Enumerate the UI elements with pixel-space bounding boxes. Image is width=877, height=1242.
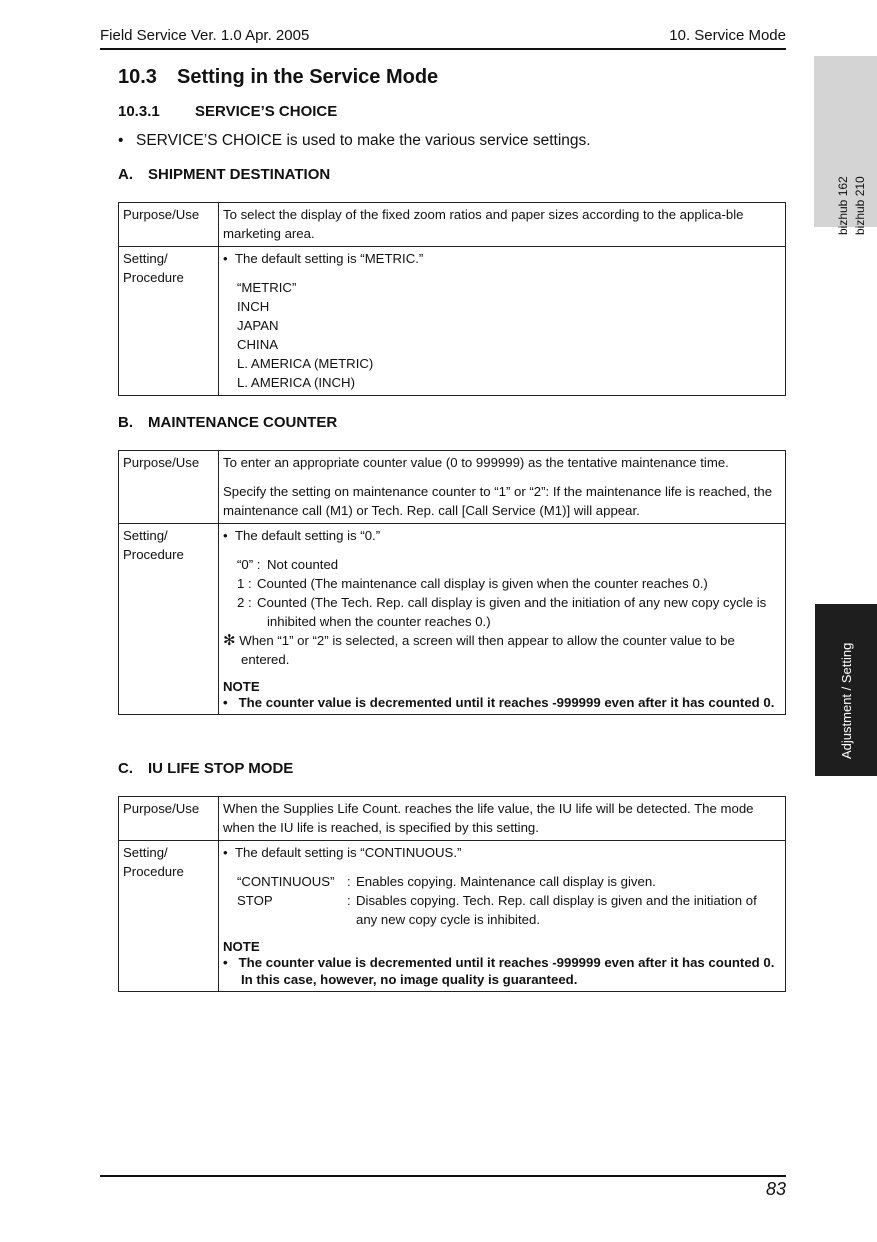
model-tab bbox=[814, 56, 877, 235]
model-tab-label-2: bizhub 210 bbox=[853, 176, 867, 235]
note-label: NOTE bbox=[223, 939, 260, 954]
header-left: Field Service Ver. 1.0 Apr. 2005 bbox=[100, 27, 310, 44]
heading-shipment-destination: A. SHIPMENT DESTINATION bbox=[118, 166, 331, 183]
setting-label: Setting/ Procedure bbox=[119, 247, 219, 396]
table-maintenance-counter bbox=[118, 450, 786, 715]
setting-label: Setting/ Procedure bbox=[119, 841, 219, 992]
intro-text: • SERVICE’S CHOICE is used to make the various service settings. bbox=[118, 132, 591, 149]
option-item: L. AMERICA (INCH) bbox=[237, 375, 355, 390]
table-iu-life-stop-mode bbox=[118, 796, 786, 992]
page-number: 83 bbox=[765, 1179, 786, 1199]
purpose-text: To select the display of the fixed zoom ratios and paper sizes according to the applica-ble marketing area. bbox=[219, 203, 786, 247]
footer-rule bbox=[100, 1175, 786, 1177]
heading-maintenance-counter: B. MAINTENANCE COUNTER bbox=[118, 414, 338, 431]
table-shipment-destination bbox=[118, 202, 786, 396]
setting-procedure: • The default setting is “CONTINUOUS.” “CONTINUOUS” : Enables copying. Maintenance call display is given. STOP : Disables copying. Tech. Rep. call display is given and the initiation of any new copy cycle is inhibited. NOTE • The counter value is decremented until it reaches -999999 even after it has counted 0. In this case, however, no image quality is guaranteed. bbox=[219, 841, 786, 992]
note-label: NOTE bbox=[223, 679, 260, 694]
note-text: • The counter value is decremented until it reaches -999999 even after it has counted 0. bbox=[223, 695, 775, 710]
header-right: 10. Service Mode bbox=[669, 27, 786, 44]
purpose-text: When the Supplies Life Count. reaches the life value, the IU life will be detected. The mode when the IU life is reached, is specified by this setting. bbox=[219, 797, 786, 841]
option-item: JAPAN bbox=[237, 318, 279, 333]
setting-procedure: • The default setting is “METRIC.” “METRIC” INCH JAPAN CHINA L. AMERICA (METRIC) L. AMERICA (INCH) bbox=[219, 247, 786, 396]
purpose-label: Purpose/Use bbox=[119, 451, 219, 524]
note-text: • The counter value is decremented until it reaches -999999 even after it has counted 0. In this case, however, no image quality is guaranteed. bbox=[223, 955, 775, 987]
setting-procedure: • The default setting is “0.” “0” : Not counted 1 : Counted (The maintenance call display is given when the counter reaches 0.) 2 : Counted (The Tech. Rep. call display is given and the initiation of any new copy cycle is inhibited when the counter reaches 0.) ✻ When “1” or “2” is selected, a screen will then appear to allow the counter value to be entered. NOTE • The counter value is decremented until it reaches -999999 even after it has counted 0. bbox=[219, 524, 786, 715]
section-tab-label: Adjustment / Setting bbox=[839, 642, 854, 759]
section-tab bbox=[815, 604, 877, 776]
section-heading: 10.3 Setting in the Service Mode bbox=[118, 66, 439, 88]
purpose-label: Purpose/Use bbox=[119, 797, 219, 841]
option-item: INCH bbox=[237, 299, 270, 314]
purpose-text: To enter an appropriate counter value (0 to 999999) as the tentative maintenance time. Specify the setting on maintenance counter to “1” or “2”: If the maintenance life is reached, the maintenance call (M1) or Tech. Rep. call [Call Service (M1)] will appear. bbox=[219, 451, 786, 524]
subsection-heading: 10.3.1 SERVICE’S CHOICE bbox=[118, 103, 338, 120]
option-item: L. AMERICA (METRIC) bbox=[237, 356, 374, 371]
purpose-label: Purpose/Use bbox=[119, 203, 219, 247]
option-item: CHINA bbox=[237, 337, 279, 352]
option-item: “METRIC” bbox=[237, 280, 297, 295]
setting-label: Setting/ Procedure bbox=[119, 524, 219, 715]
page-header bbox=[100, 26, 786, 50]
heading-iu-life-stop-mode: C. IU LIFE STOP MODE bbox=[118, 760, 294, 777]
asterisk-icon: ✻ bbox=[223, 632, 236, 649]
model-tab-label-1: bizhub 162 bbox=[836, 176, 850, 235]
